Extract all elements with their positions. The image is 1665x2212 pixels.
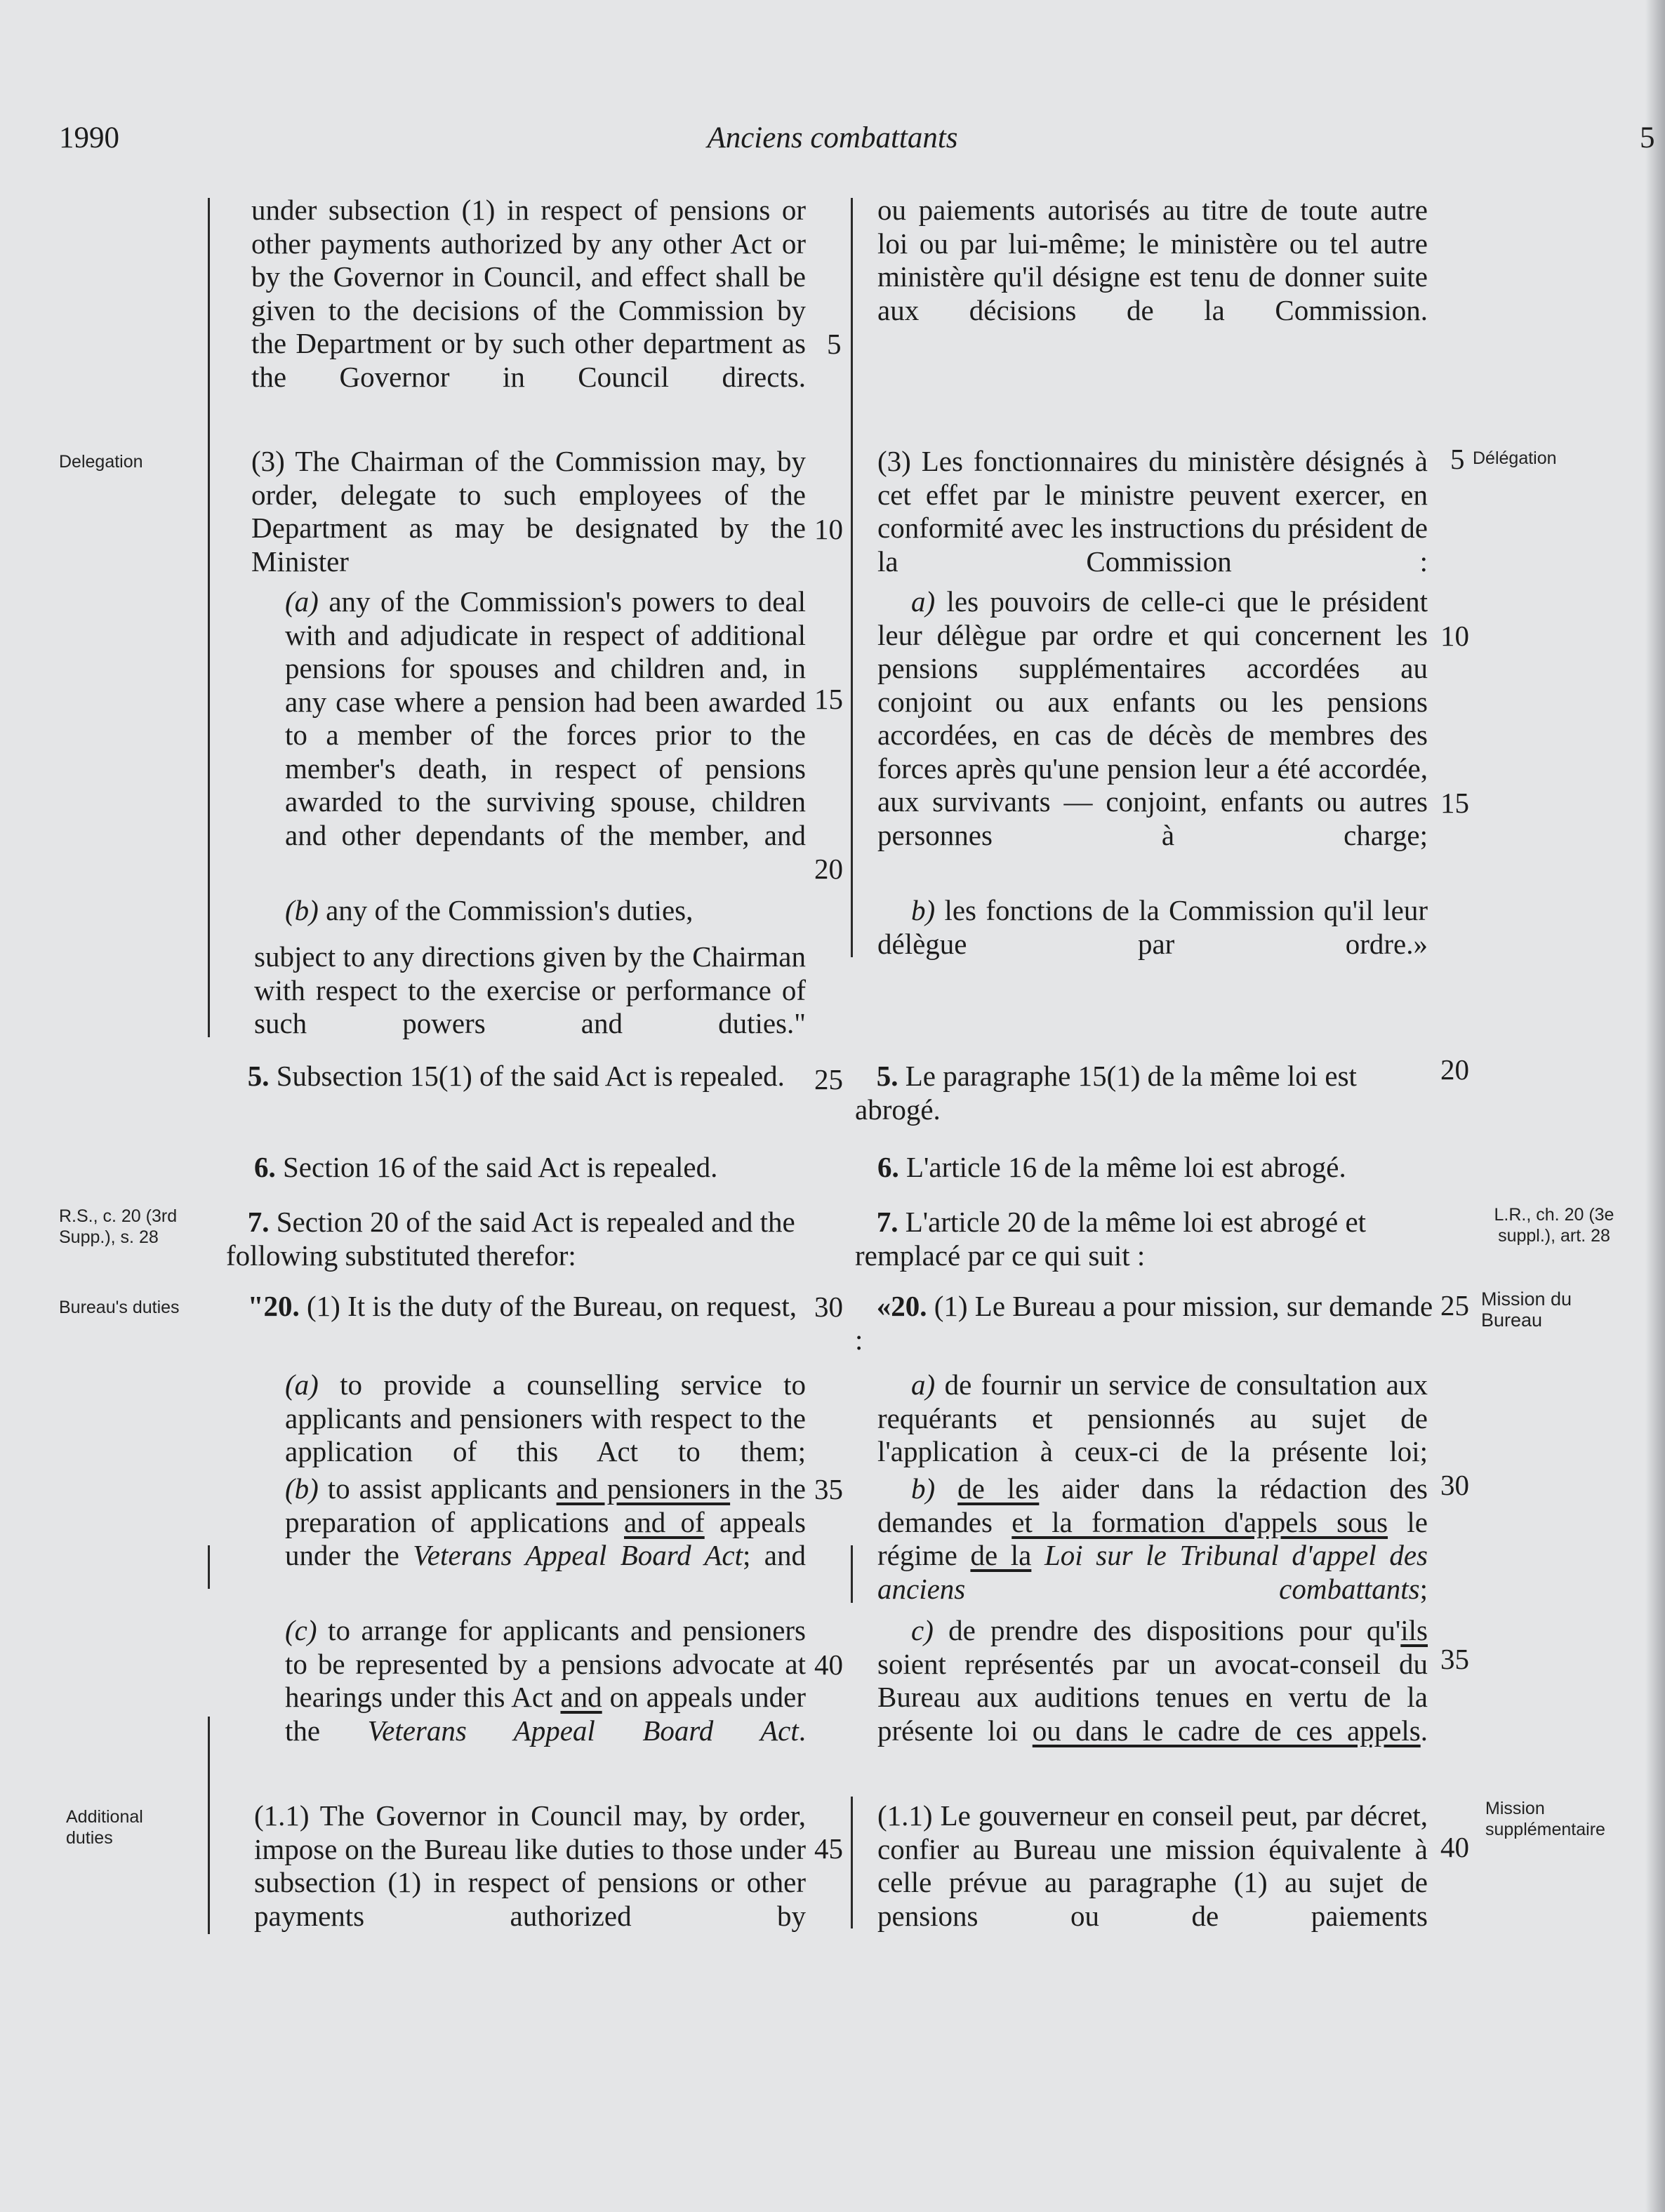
fr-clause-6-text: L'article 16 de la même loi est abrogé. xyxy=(906,1151,1346,1183)
en-clause-6-text: Section 16 of the said Act is repealed. xyxy=(283,1151,718,1183)
fr-clause-7-text: L'article 20 de la même loi est abrogé et remplacé par ce qui suit : xyxy=(855,1206,1367,1272)
fr-section-20-text: (1) Le Bureau a pour mission, sur demande : xyxy=(855,1290,1433,1356)
fr-duty-c-text: . xyxy=(1420,1714,1428,1747)
line-number: 5 xyxy=(1450,443,1465,475)
fr-para-a-label: a) xyxy=(911,585,936,618)
line-number: 15 xyxy=(1440,787,1469,819)
line-number: 35 xyxy=(1440,1643,1469,1675)
fr-duty-b-amendment: et la formation d'appels sous xyxy=(1011,1505,1388,1538)
line-number: 10 xyxy=(814,513,843,545)
line-number: 10 xyxy=(1440,620,1469,652)
fr-duty-b-text: aider dans la rédaction des demandes xyxy=(877,1472,1428,1538)
header-title: Anciens combattants xyxy=(707,121,958,154)
en-clause-5-text: Subsection 15(1) of the said Act is repealed. xyxy=(276,1060,785,1092)
margin-note-delegation-fr: Délégation xyxy=(1473,448,1557,468)
change-bar-center xyxy=(851,198,853,957)
line-number: 30 xyxy=(814,1291,843,1323)
en-duty-a-label: (a) xyxy=(285,1368,319,1401)
en-clause-5 xyxy=(226,1060,806,1093)
en-duty-b-text: in the preparation of applications xyxy=(285,1472,806,1538)
line-number: 40 xyxy=(1440,1831,1469,1863)
line-number: 20 xyxy=(1440,1053,1469,1086)
change-bar-center xyxy=(851,1545,853,1603)
en-duty-b-label: (b) xyxy=(285,1472,319,1505)
fr-duty-a-label: a) xyxy=(911,1368,936,1401)
fr-clause-6 xyxy=(877,1151,1428,1185)
en-duty-b-amendment: and of xyxy=(624,1505,705,1538)
en-paragraph-b xyxy=(285,894,806,928)
fr-duty-b-text: le régime xyxy=(877,1505,1428,1571)
en-duty-b-text: to assist applicants xyxy=(327,1472,557,1505)
en-section-20-text: (1) It is the duty of the Bureau, on request, xyxy=(307,1290,797,1322)
en-paragraph-a xyxy=(285,585,806,852)
en-duty-c-amendment: and xyxy=(560,1681,602,1713)
fr-duty-a-text: de fournir un service de consultation aux requérants et pensionnés au sujet de l'application à ceux-ci de la présente loi; xyxy=(877,1368,1428,1467)
margin-note-mission-bureau: Mission du Bureau xyxy=(1481,1288,1572,1331)
en-duty-b-act-title: Veterans Appeal Board Act xyxy=(413,1539,743,1571)
line-number: 40 xyxy=(814,1648,843,1681)
en-section-20 xyxy=(226,1290,806,1324)
fr-duty-b xyxy=(877,1472,1428,1606)
fr-duty-c xyxy=(877,1614,1428,1747)
en-para-a-label: (a) xyxy=(285,585,319,618)
fr-duty-c-label: c) xyxy=(911,1614,934,1646)
en-clause-7-text: Section 20 of the said Act is repealed and the following substituted therefor: xyxy=(226,1206,795,1272)
page-edge-shadow xyxy=(1645,0,1665,2212)
fr-clause-5-text: Le paragraphe 15(1) de la même loi est abrogé. xyxy=(855,1060,1357,1126)
fr-subsection-1-1: (1.1) Le gouverneur en conseil peut, par décret, confier au Bureau une mission équivalente à celle prévue au paragraphe (1) au sujet de pensions ou de paiements xyxy=(877,1799,1428,1932)
fr-paragraph-a xyxy=(877,585,1428,852)
en-duty-c xyxy=(285,1614,806,1747)
margin-note-lr-ch20: L.R., ch. 20 (3e suppl.), art. 28 xyxy=(1494,1205,1614,1246)
fr-clause-7-number: 7. xyxy=(876,1206,898,1238)
margin-note-rs-c20: R.S., c. 20 (3rd Supp.), s. 28 xyxy=(59,1206,178,1247)
en-clause-6-number: 6. xyxy=(254,1151,276,1183)
fr-duty-b-text xyxy=(1031,1539,1044,1571)
fr-para-a-text: les pouvoirs de celle-ci que le président leur délègue par ordre et qui concernent les pensions supplémentaires accordées au conjoint ou aux enfants ou les pensions accordées, en cas de décès de membres des forces après qu'une pension leur a été accordée, aux survivants — conjoint, enfants ou autres personnes à charge; xyxy=(877,585,1428,851)
fr-duty-b-amendment: de la xyxy=(970,1539,1032,1571)
fr-clause-6-number: 6. xyxy=(877,1151,899,1183)
fr-duty-c-amendment: ou dans le cadre de ces appels xyxy=(1032,1714,1421,1747)
en-clause-7 xyxy=(226,1206,806,1272)
en-duty-a-text: to provide a counselling service to applicants and pensioners with respect to the application of this Act to them; xyxy=(285,1368,807,1467)
fr-duty-c-amendment: ils xyxy=(1400,1614,1428,1646)
margin-note-delegation: Delegation xyxy=(59,452,143,472)
line-number: 20 xyxy=(814,853,843,885)
change-bar-center xyxy=(851,1797,853,1928)
en-section-20-number: "20. xyxy=(247,1290,300,1322)
en-subsection-1-1: (1.1) The Governor in Council may, by order, impose on the Bureau like duties to those under subsection (1) in respect of pensions or other payments authorized by xyxy=(254,1799,806,1932)
fr-duty-b-act-title: Loi sur le Tribunal d'appel des anciens combattants xyxy=(877,1539,1428,1605)
en-para-b-label: (b) xyxy=(285,894,319,926)
fr-para-b-label: b) xyxy=(911,894,936,926)
en-subsection-3-tail: subject to any directions given by the Chairman with respect to the exercise or performance of such powers and duties." xyxy=(254,940,806,1039)
header-year: 1990 xyxy=(59,121,119,154)
fr-clause-5-number: 5. xyxy=(876,1060,898,1092)
fr-section-20 xyxy=(855,1290,1435,1357)
fr-clause-5 xyxy=(855,1060,1435,1126)
en-clause-5-number: 5. xyxy=(247,1060,270,1092)
change-bar-left xyxy=(208,1545,210,1589)
fr-section-20-number: «20. xyxy=(876,1290,927,1322)
margin-note-additional-duties: Additional duties xyxy=(66,1807,143,1848)
en-duty-b-amendment: and pensioners xyxy=(556,1472,731,1505)
header-page-number: 5 xyxy=(1640,121,1655,154)
en-duty-a xyxy=(285,1368,806,1469)
fr-duty-c-text: soient représentés par un avocat-conseil du Bureau aux auditions tenues en vertu de la présente loi xyxy=(877,1647,1428,1747)
en-clause-7-number: 7. xyxy=(247,1206,270,1238)
fr-duty-b-amendment: de les xyxy=(957,1472,1040,1505)
fr-intro-paragraph: ou paiements autorisés au titre de toute autre loi ou par lui-même; le ministère ou tel autre ministère qu'il désigne est tenu de donner suite aux décisions de la Commission. xyxy=(877,194,1428,326)
line-number: 35 xyxy=(814,1473,843,1505)
en-duty-b-text: ; and xyxy=(743,1539,807,1571)
line-number: 25 xyxy=(1440,1289,1469,1321)
en-para-b-text: any of the Commission's duties, xyxy=(326,894,694,926)
en-duty-c-text: on appeals under the xyxy=(285,1681,806,1747)
fr-clause-7 xyxy=(855,1206,1435,1272)
en-duty-c-text: . xyxy=(798,1714,806,1747)
fr-duty-b-label: b) xyxy=(911,1472,936,1505)
fr-duty-b-text: ; xyxy=(1419,1572,1428,1605)
en-intro-paragraph: under subsection (1) in respect of pensions or other payments authorized by any other Act or by the Governor in Council, and effect shall be given to the decisions of the Commission by the Department or by such other department as the Governor in Council directs. xyxy=(251,194,806,393)
margin-note-mission-supp: Mission supplémentaire xyxy=(1485,1799,1605,1839)
en-duty-c-label: (c) xyxy=(285,1614,317,1646)
fr-para-b-text: les fonctions de la Commission qu'il leur délègue par ordre.» xyxy=(877,894,1428,960)
change-bar-left xyxy=(208,198,210,1037)
en-clause-6 xyxy=(254,1151,806,1185)
fr-paragraph-b xyxy=(877,894,1428,961)
line-number: 5 xyxy=(827,328,842,360)
margin-note-bureau-duties: Bureau's duties xyxy=(59,1298,180,1317)
en-para-a-text: any of the Commission's powers to deal with and adjudicate in respect of additional pensions for spouses and children and, in any case where a pension had been awarded to a member of the forces prior to the member's death, in respect of pensions awarded to the surviving spouse, children and other dependants of the member, and xyxy=(285,585,806,851)
en-duty-b-text: appeals under the xyxy=(285,1505,806,1571)
en-subsection-3: (3) The Chairman of the Commission may, by order, delegate to such employees of the Department as may be designated by the Minister xyxy=(251,445,806,578)
fr-duty-c-text: de prendre des dispositions pour qu' xyxy=(948,1614,1401,1646)
fr-duty-a xyxy=(877,1368,1428,1469)
line-number: 15 xyxy=(814,683,843,715)
line-number: 25 xyxy=(814,1063,843,1095)
line-number: 45 xyxy=(814,1832,843,1865)
line-number: 30 xyxy=(1440,1469,1469,1501)
en-duty-c-text: to arrange for applicants and pensioners to be represented by a pensions advocate at hearings under this Act xyxy=(285,1614,807,1713)
fr-subsection-3: (3) Les fonctionnaires du ministère désignés à cet effet par le ministre peuvent exercer, en conformité avec les instructions du président de la Commission : xyxy=(877,445,1428,578)
change-bar-left xyxy=(208,1717,210,1934)
en-duty-c-act-title: Veterans Appeal Board Act xyxy=(367,1714,799,1747)
en-duty-b xyxy=(285,1472,806,1573)
